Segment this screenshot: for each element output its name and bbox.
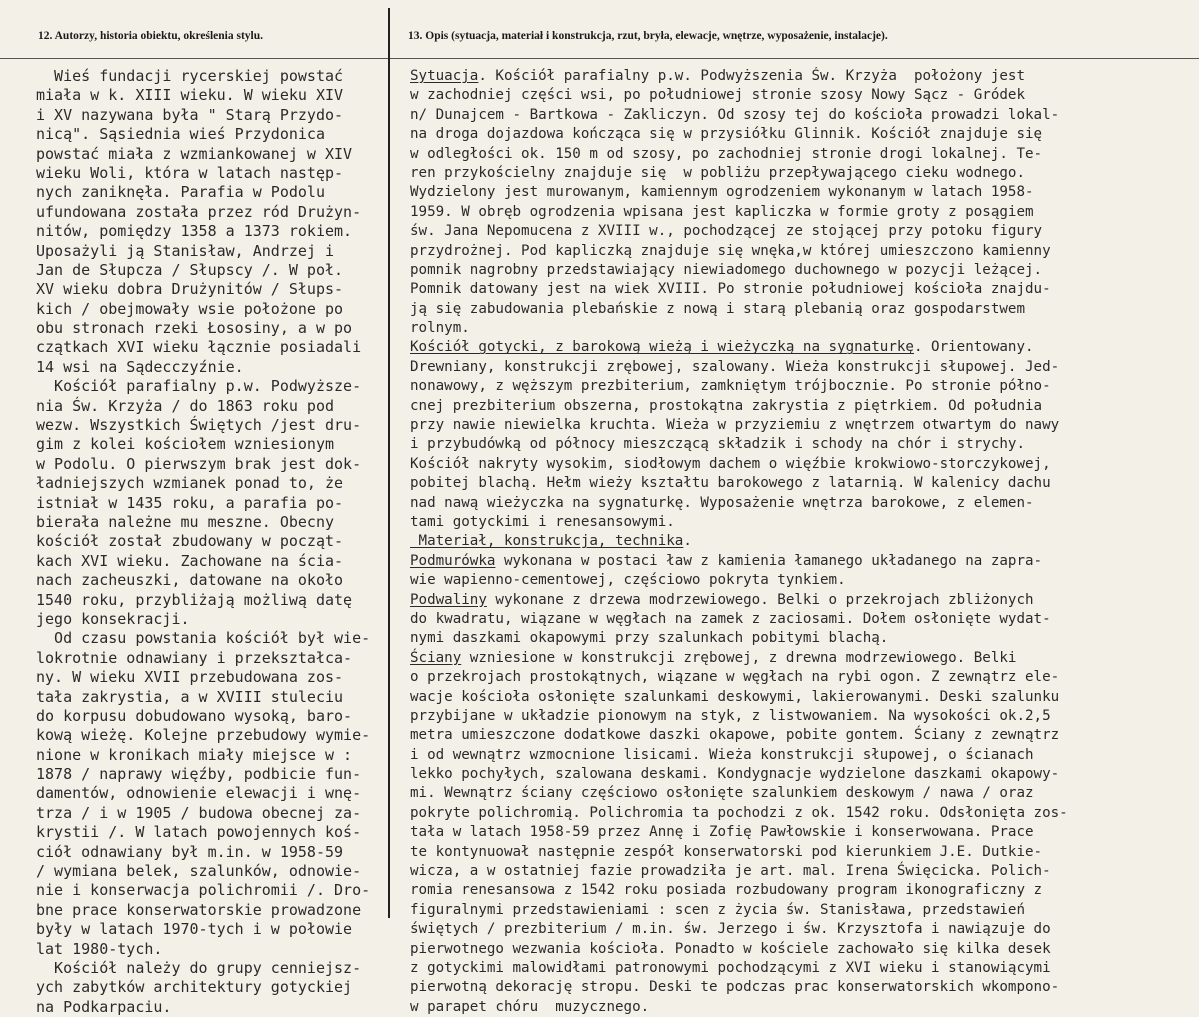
description-text: na droga dojazdowa kończąca się w przysiółku Glinnik. Kościół znajduje się — [410, 126, 1043, 143]
description-text: figuralnymi przedstawieniami : scen z życia św. Stanisława, przedstawień — [410, 901, 1025, 918]
description-text: tała w latach 1958-59 przez Annę i Zofię Pawłowskie i konserwowana. Prace — [410, 824, 1034, 841]
history-line: bierała należne mu meszne. Obecny — [36, 512, 335, 531]
description-line — [410, 377, 1196, 396]
history-line: kową wieżę. Kolejne przebudowy wymie- — [36, 726, 371, 745]
description-line — [410, 862, 1196, 881]
description-text: w odległości ok. 150 m od szosy, po zachodniej stronie drogi lokalnej. Te- — [410, 145, 1043, 162]
description-text: pobitej blachą. Hełm wieży kształtu barokowego z latarnią. W kalenicy dachu — [410, 475, 1051, 492]
description-line — [410, 319, 1196, 338]
description-text: nonawowy, z węższym prezbiterium, zamkniętym trójbocznie. Po stronie półno- — [410, 378, 1051, 395]
description-text: w zachodniej części wsi, po południowej stronie szosy Nowy Sącz - Gródek — [410, 87, 1025, 104]
description-text: . — [683, 533, 692, 550]
description-line — [410, 455, 1196, 474]
description-line — [410, 668, 1196, 687]
description-line — [410, 222, 1196, 241]
history-line: / wymiana belek, szalunków, odnowie- — [36, 862, 362, 881]
history-line: ny. W wieku XVII przebudowana zos- — [36, 668, 344, 687]
description-text: i przybudówką od północy mieszczącą składzik i schody na chór i strychy. — [410, 436, 1025, 453]
description-text: rolnym. — [410, 320, 470, 337]
history-line: ciół odnawiany był m.in. w 1958-59 — [36, 842, 344, 861]
history-line: obu stronach rzeki Łososiny, a w po — [36, 319, 353, 338]
section-heading: Ściany — [410, 649, 462, 666]
history-line: nitów, pomiędzy 1358 a 1373 rokiem. — [36, 222, 353, 241]
description-line — [410, 746, 1196, 765]
description-line — [410, 261, 1196, 280]
description-line — [410, 358, 1196, 377]
history-line: ufundowana została przez ród Drużyn- — [36, 202, 362, 221]
history-line: 1540 roku, przybliżają możliwą datę — [36, 590, 353, 609]
description-text: wykonana w postaci ław z kamienia łamanego układanego na zapra- — [495, 552, 1043, 569]
history-line: Kościół należy do grupy cenniejsz- — [36, 958, 362, 977]
description-text: Kościół nakryty wysokim, siodłowym dachem o więźbie krokwiowo-storczykowej, — [410, 455, 1051, 472]
description-line — [410, 649, 1196, 668]
history-line: jego konsekracji. — [36, 609, 190, 628]
history-line: kich / obejmowały wsie położone po — [36, 299, 344, 318]
history-line: nych zaniknęła. Parafia w Podolu — [36, 183, 325, 202]
description-line — [410, 804, 1196, 823]
description-text: Wydzielony jest murowanym, kamiennym ogrodzeniem wykonanym w latach 1958- — [410, 184, 1034, 201]
history-line: były w latach 1970-tych i w połowie — [36, 920, 353, 939]
history-line: Od czasu powstania kościół był wie- — [36, 629, 371, 648]
description-text: te kontynuował następnie zespół konserwatorski pod kierunkiem J.E. Dutkie- — [410, 843, 1043, 860]
description-text: wacje kościoła osłonięte szalunkami deskowymi, lakierowanymi. Deski szalunku — [410, 688, 1060, 705]
description-text: o przekrojach prostokątnych, wiązane w węgłach na rybi ogon. Z zewnątrz ele- — [410, 669, 1060, 686]
history-line: kościół został zbudowany w począt- — [36, 532, 344, 551]
description-line — [410, 784, 1196, 803]
history-line: gim z kolei kościołem wzniesionym — [36, 435, 335, 454]
description-text: n/ Dunajcem - Bartkowa - Zakliczyn. Od szosy tej do kościoła prowadzi lokal- — [410, 106, 1060, 123]
description-line — [410, 183, 1196, 202]
description-line — [410, 571, 1196, 590]
history-line: krystii /. W latach powojennych koś- — [36, 823, 362, 842]
description-line — [410, 145, 1196, 164]
description-line — [410, 532, 1196, 551]
description-line — [410, 474, 1196, 493]
history-line: Uposażyli ją Stanisław, Andrzej i — [36, 241, 335, 260]
description-column — [410, 67, 1196, 1017]
description-line — [410, 978, 1196, 997]
history-line: Wieś fundacji rycerskiej powstać — [36, 67, 344, 85]
section-heading: Sytuacja — [410, 68, 479, 84]
history-line: w Podolu. O pierwszym brak jest dok- — [36, 454, 362, 473]
description-line — [410, 843, 1196, 862]
description-line — [410, 998, 1196, 1017]
description-text: z gotyckimi malowidłami patronowymi pochodzącymi z XVI wieku i stanowiącymi — [410, 959, 1051, 976]
description-text: Pomnik datowany jest na wiek XVIII. Po stronie południowej kościoła znajdu- — [410, 281, 1051, 298]
description-line — [410, 280, 1196, 299]
description-line — [410, 164, 1196, 183]
description-text: wie wapienno-cementowej, częściowo pokryta tynkiem. — [410, 572, 846, 589]
description-line — [410, 765, 1196, 784]
description-text: pomnik nagrobny przedstawiający niewiadomego duchownego w pozycji leżącej. — [410, 261, 1043, 278]
history-line: 1878 / naprawy więźby, podbicie fun- — [36, 765, 362, 784]
history-line: Kościół parafialny p.w. Podwyższe- — [36, 377, 362, 396]
description-line — [410, 881, 1196, 900]
description-text: lekko pochyłych, szalowana deskami. Kondygnacje wydzielone daszkami okapowy- — [410, 766, 1060, 783]
description-line — [410, 435, 1196, 454]
history-line: bne prace konserwatorskie prowadzone — [36, 900, 362, 919]
history-line: do korpusu dobudowano wysoką, baro- — [36, 706, 353, 725]
description-text: świętych / prezbiterium / m.in. św. Jerzego i św. Krzysztofa i nawiązuje do — [410, 921, 1051, 938]
history-line: Jan de Słupcza / Słupscy /. W poł. — [36, 260, 344, 279]
description-line — [410, 726, 1196, 745]
history-line: na Podkarpaciu. — [36, 997, 172, 1016]
description-line — [410, 591, 1196, 610]
description-text: wzniesione w konstrukcji zrębowej, z drewna modrzewiowego. Belki — [461, 649, 1017, 666]
history-line: wezw. Wszystkich Świętych /jest dru- — [36, 416, 362, 435]
description-text: ją się zabudowania plebańskie z nową i starą plebanią oraz gospodarstwem — [410, 300, 1025, 317]
description-line — [410, 397, 1196, 416]
history-line: damentów, odnowienie elewacji i wnę- — [36, 784, 362, 803]
description-text: ren przykościelny znajduje się w pobliżu przepływającego cieku wodnego. — [410, 164, 1025, 181]
section-header-13: 13. Opis (sytuacja, materiał i konstrukcja, rzut, bryła, elewacje, wnętrze, wyposażenie, instalacje). — [408, 30, 888, 42]
description-text: nymi daszkami okapowymi przy szalunkach pobitymi blachą. — [410, 630, 889, 647]
column-divider — [388, 8, 390, 918]
history-line: i XV nazywana była " Starą Przydo- — [36, 105, 344, 124]
description-line — [410, 416, 1196, 435]
history-line: nie i konserwacja polichromii /. Dro- — [36, 881, 371, 900]
history-line: lokrotnie odnawiany i przekształca- — [36, 648, 353, 667]
description-line — [410, 67, 1196, 86]
history-line: czątkach XVI wieku łącznie posiadali — [36, 338, 362, 357]
header-divider — [0, 58, 1199, 59]
history-column — [36, 67, 386, 1017]
description-text: św. Jana Nepomucena z XVIII w., pochodzącej ze stojącej przy potoku figury — [410, 223, 1043, 240]
description-line — [410, 203, 1196, 222]
history-line: wieku Woli, która w latach następ- — [36, 163, 344, 182]
history-line: nach zacheuszki, datowane na około — [36, 571, 344, 590]
description-text: . Orientowany. — [913, 339, 1034, 356]
history-line: nicą". Sąsiednia wieś Przydonica — [36, 125, 325, 144]
description-text: wykonane z drzewa modrzewiowego. Belki o przekrojach zbliżonych — [486, 591, 1034, 608]
history-line: miała w k. XIII wieku. W wieku XIV — [36, 86, 344, 105]
description-text: tami gotyckimi i renesansowymi. — [410, 513, 675, 530]
description-text: wicza, a w ostatniej fazie prowadziła je art. mal. Irena Święcicka. Polich- — [410, 863, 1051, 880]
description-text: pierwotnego wezwania kościoła. Ponadto w kościele zachowało się kilka desek — [410, 940, 1051, 957]
description-line — [410, 338, 1196, 357]
history-line: ładniejszych wzmianek ponad to, że — [36, 474, 344, 493]
description-line — [410, 940, 1196, 959]
description-text: przy nawie niewielka kruchta. Wieża w przyziemiu z wnętrzem otwartym do nawy — [410, 417, 1060, 434]
description-line — [410, 688, 1196, 707]
description-text: przydrożnej. Pod kapliczką znajduje się wnęka,w której umieszczono kamienny — [410, 242, 1051, 259]
description-text: przybijane w układzie pionowym na styk, z listwowaniem. Na wysokości ok.2,5 — [410, 707, 1051, 724]
description-line — [410, 300, 1196, 319]
description-text: . Kościół parafialny p.w. Podwyższenia Św. Krzyża położony jest — [478, 68, 1026, 84]
description-line — [410, 242, 1196, 261]
description-text: nad nawą wieżyczka na sygnaturkę. Wyposażenie wnętrza barokowe, z elemen- — [410, 494, 1034, 511]
description-text: pokryte polichromią. Polichromia ta pochodzi z ok. 1542 roku. Odsłonięta zos- — [410, 804, 1068, 821]
history-line: XV wieku dobra Drużynitów / Słups- — [36, 280, 344, 299]
description-text: cnej prezbiterium obszerna, prostokątna zakrystia z piętrkiem. Od południa — [410, 397, 1043, 414]
section-header-12: 12. Autorzy, historia obiektu, określenia stylu. — [38, 30, 264, 42]
description-line — [410, 106, 1196, 125]
history-line: kach XVI wieku. Zachowane na ścia- — [36, 551, 344, 570]
history-line: tała zakrystia, a w XVIII stuleciu — [36, 687, 344, 706]
history-line: nione w kronikach miały miejsce w : — [36, 745, 353, 764]
description-line — [410, 86, 1196, 105]
section-heading: Materiał, konstrukcja, technika — [410, 533, 684, 550]
description-line — [410, 552, 1196, 571]
history-line: lat 1980-tych. — [36, 939, 163, 958]
description-line — [410, 823, 1196, 842]
description-text: w parapet chóru muzycznego. — [410, 998, 650, 1015]
description-line — [410, 920, 1196, 939]
description-line — [410, 125, 1196, 144]
description-text: i od wewnątrz wzmocnione lisicami. Wieża konstrukcji słupowej, o ścianach — [410, 746, 1034, 763]
description-text: 1959. W obręb ogrodzenia wpisana jest kapliczka w formie groty z posągiem — [410, 203, 1034, 220]
history-line: trza / i w 1905 / budowa obecnej za- — [36, 803, 362, 822]
description-line — [410, 610, 1196, 629]
history-line: nia Św. Krzyża / do 1863 roku pod — [36, 396, 335, 415]
history-line: 14 wsi na Sądecczyźnie. — [36, 357, 244, 376]
description-line — [410, 494, 1196, 513]
section-heading: Kościół gotycki, z barokową wieżą i wieżyczką na sygnaturkę — [410, 339, 914, 356]
description-line — [410, 629, 1196, 648]
description-line — [410, 959, 1196, 978]
description-line — [410, 707, 1196, 726]
history-line: ych zabytków architektury gotyckiej — [36, 978, 353, 997]
description-line — [410, 513, 1196, 532]
section-heading: Podwaliny — [410, 591, 487, 608]
history-line: powstać miała z wzmiankowanej w XIV — [36, 144, 353, 163]
description-text: Drewniany, konstrukcji zrębowej, szalowany. Wieża konstrukcji słupowej. Jed- — [410, 358, 1060, 375]
description-text: pierwotną dekorację stropu. Deski te podczas prac konserwatorskich wkompono- — [410, 979, 1060, 996]
description-text: mi. Wewnątrz ściany częściowo osłonięte szalunkiem deskowym / nawa / oraz — [410, 785, 1034, 802]
description-text: romia renesansowa z 1542 roku posiada rozbudowany program ikonograficzny z — [410, 882, 1043, 899]
description-text: metra umieszczone dodatkowe daszki okapowe, pobite gontem. Ściany z zewnątrz — [410, 727, 1060, 744]
history-line: istniał w 1435 roku, a parafia po- — [36, 493, 344, 512]
description-line — [410, 901, 1196, 920]
section-heading: Podmurówka — [410, 552, 496, 569]
description-text: do kwadratu, wiązane w węgłach na zamek z zaciosami. Dołem osłonięte wydat- — [410, 610, 1051, 627]
